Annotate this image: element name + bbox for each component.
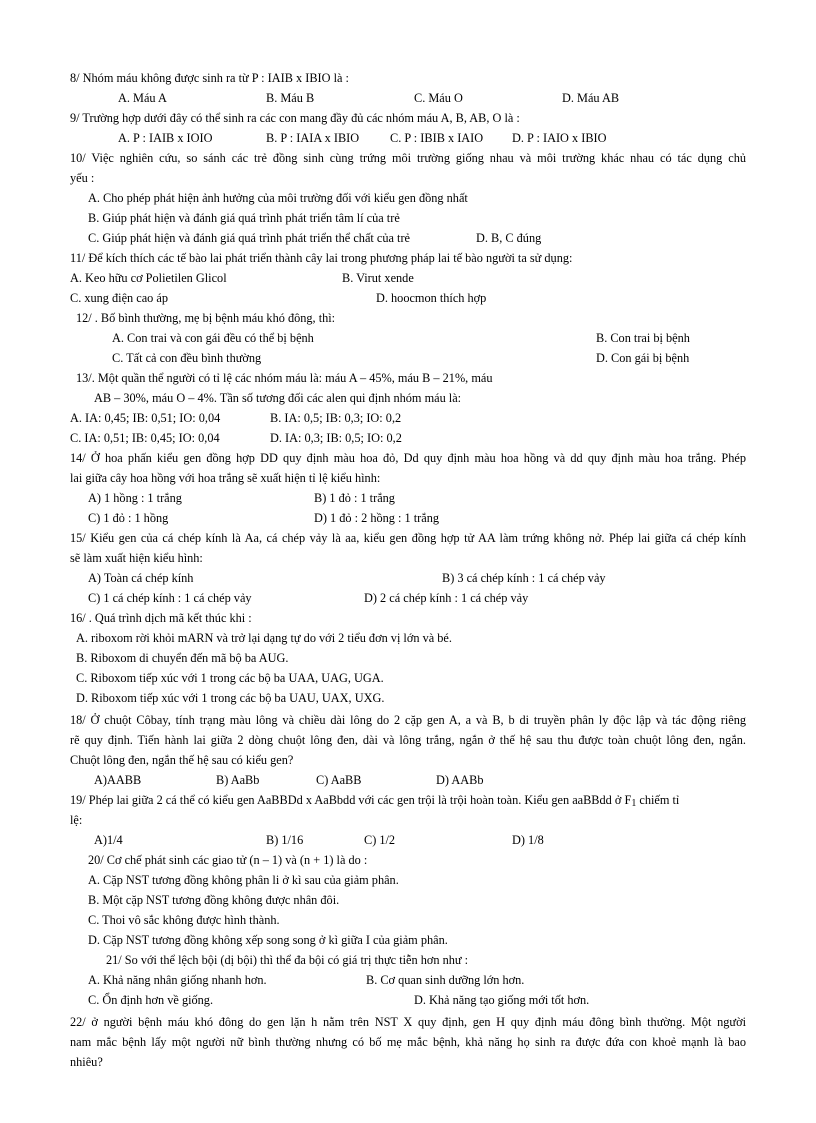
q20-option-d: D. Cặp NST tương đồng không xếp song song ở kì giữa I của giảm phân. xyxy=(88,933,448,947)
q20-option-a: A. Cặp NST tương đồng không phân li ở kì sau của giảm phân. xyxy=(88,873,399,887)
q10-option-b: B. Giúp phát hiện và đánh giá quá trình phát triển tâm lí của trẻ xyxy=(88,211,400,225)
q15-options-cd xyxy=(0,588,816,608)
q11-options-cd xyxy=(0,288,816,308)
q20-option-b: B. Một cặp NST tương đồng không được nhân đôi. xyxy=(88,893,340,907)
q14-options-ab xyxy=(0,488,816,508)
q10-option-c: C. Giúp phát hiện và đánh giá quá trình phát triển thể chất của trẻ xyxy=(88,231,411,245)
q10-options-cd xyxy=(0,228,816,248)
q16-option-c: C. Riboxom tiếp xúc với 1 trong các bộ ba UAA, UAG, UGA. xyxy=(76,671,384,685)
q22-stem-line-1: 22/ ở người bệnh máu khó đông do gen lặn h nằm trên NST X quy định, gen H quy định máu đông bình thường. Một người xyxy=(70,1015,746,1029)
q11-options-ab xyxy=(0,268,816,288)
q10-option-d: D. B, C đúng xyxy=(476,231,542,245)
q15-options-ab xyxy=(0,568,816,588)
q13-options-cd xyxy=(0,428,816,448)
q19-option-b: B) 1/16 xyxy=(266,833,304,847)
q18-options xyxy=(0,770,816,790)
q15-option-a: A) Toàn cá chép kính xyxy=(88,571,194,585)
q11-option-b: B. Virut xende xyxy=(342,271,414,285)
q8-option-d: D. Máu AB xyxy=(562,91,620,105)
q13-option-a: A. IA: 0,45; IB: 0,51; IO: 0,04 xyxy=(70,411,221,425)
q9-options xyxy=(0,128,816,148)
q18-option-d: D) AABb xyxy=(436,773,484,787)
q12-option-b: B. Con trai bị bệnh xyxy=(596,331,690,345)
q12-stem: 12/ . Bố bình thường, mẹ bị bệnh máu khó đông, thì: xyxy=(76,311,336,325)
q19-option-c: C) 1/2 xyxy=(364,833,396,847)
q14-option-d: D) 1 đỏ : 2 hồng : 1 trắng xyxy=(314,511,440,525)
q15-stem-line-1: 15/ Kiểu gen của cá chép kính là Aa, cá chép vảy là aa, kiểu gen đồng hợp tử AA làm trứng không nở. Phép lai giữa cá chép kính xyxy=(70,531,746,545)
q15-option-d: D) 2 cá chép kính : 1 cá chép vảy xyxy=(364,591,529,605)
q8-options xyxy=(0,88,816,108)
q16-stem: 16/ . Quá trình dịch mã kết thúc khi : xyxy=(70,611,252,625)
q14-stem-line-1: 14/ Ở hoa phấn kiểu gen đồng hợp DD quy định màu hoa đỏ, Dd quy định màu hoa hồng và dd quy định màu hoa trắng. Phép xyxy=(70,451,746,465)
q18-stem-line-1: 18/ Ở chuột Côbay, tính trạng màu lông và chiều dài lông do 2 cặp gen A, a và B, b di truyền phân ly độc lập và tác động riêng xyxy=(70,713,746,727)
q20-stem: 20/ Cơ chế phát sinh các giao tử (n – 1) và (n + 1) là do : xyxy=(88,853,368,867)
q9-option-a: A. P : IAIB x IOIO xyxy=(118,131,213,145)
q9-stem: 9/ Trường hợp dưới đây có thể sinh ra các con mang đầy đủ các nhóm máu A, B, AB, O là : xyxy=(70,111,520,125)
q18-option-b: B) AaBb xyxy=(216,773,260,787)
q21-option-c: C. Ổn định hơn về giống. xyxy=(88,993,214,1007)
q8-option-a: A. Máu A xyxy=(118,91,167,105)
q14-stem-line-2: lai giữa cây hoa hồng với hoa trắng sẽ xuất hiện tỉ lệ kiểu hình: xyxy=(70,471,381,485)
q18-stem-line-3: Chuột lông đen, ngắn thế hệ sau có kiểu gen? xyxy=(70,753,294,767)
q19-f1-subscript: 1 xyxy=(631,798,637,809)
q21-options-cd xyxy=(0,990,816,1010)
q19-stem-line-1 xyxy=(70,790,679,814)
q9-option-b: B. P : IAIA x IBIO xyxy=(266,131,360,145)
q21-option-d: D. Khả năng tạo giống mới tốt hơn. xyxy=(414,993,590,1007)
q13-option-d: D. IA: 0,3; IB: 0,5; IO: 0,2 xyxy=(270,431,402,445)
q14-option-a: A) 1 hồng : 1 trắng xyxy=(88,491,182,505)
q19-option-a: A)1/4 xyxy=(94,833,123,847)
q11-option-a: A. Keo hữu cơ Polietilen Glicol xyxy=(70,271,227,285)
q16-option-a: A. riboxom rời khỏi mARN và trở lại dạng tự do với 2 tiểu đơn vị lớn và bé. xyxy=(76,631,452,645)
q10-stem-line-1: 10/ Việc nghiên cứu, so sánh các trẻ đồng sinh cùng trứng môi trường giống nhau và môi trường khác nhau có tác dụng chủ xyxy=(70,151,746,165)
q9-option-c: C. P : IBIB x IAIO xyxy=(390,131,484,145)
q14-option-c: C) 1 đỏ : 1 hồng xyxy=(88,511,169,525)
q10-option-a: A. Cho phép phát hiện ảnh hưởng của môi trường đối với kiểu gen đồng nhất xyxy=(88,191,468,205)
q11-option-c: C. xung điện cao áp xyxy=(70,291,169,305)
q15-option-c: C) 1 cá chép kính : 1 cá chép vảy xyxy=(88,591,252,605)
q12-option-c: C. Tất cả con đều bình thường xyxy=(112,351,262,365)
q14-options-cd xyxy=(0,508,816,528)
q21-option-a: A. Khả năng nhân giống nhanh hơn. xyxy=(88,973,267,987)
q16-option-d: D. Riboxom tiếp xúc với 1 trong các bộ ba UAU, UAX, UXG. xyxy=(76,691,385,705)
q19-stem-line-2: lệ: xyxy=(70,813,83,827)
q12-option-d: D. Con gái bị bệnh xyxy=(596,351,690,365)
q13-stem-line-2: AB – 30%, máu O – 4%. Tần số tương đối các alen qui định nhóm máu là: xyxy=(94,391,462,405)
q21-options-ab xyxy=(0,970,816,990)
q22-stem-line-3: nhiêu? xyxy=(70,1055,103,1069)
q10-stem-line-2: yếu : xyxy=(70,171,95,185)
q13-option-b: B. IA: 0,5; IB: 0,3; IO: 0,2 xyxy=(270,411,402,425)
q21-stem: 21/ So với thể lệch bội (dị bội) thì thể đa bội có giá trị thực tiễn hơn như : xyxy=(106,953,469,967)
q15-stem-line-2: sẽ làm xuất hiện kiểu hình: xyxy=(70,551,203,565)
q19-option-d: D) 1/8 xyxy=(512,833,544,847)
q20-option-c: C. Thoi vô sắc không được hình thành. xyxy=(88,913,280,927)
q8-option-b: B. Máu B xyxy=(266,91,315,105)
q12-option-a: A. Con trai và con gái đều có thể bị bệnh xyxy=(112,331,314,345)
q15-option-b: B) 3 cá chép kính : 1 cá chép vảy xyxy=(442,571,606,585)
q12-options-ab xyxy=(0,328,816,348)
q19-stem-text: 19/ Phép lai giữa 2 cá thể có kiểu gen AaBBDd x AaBbdd với các gen trội là trội hoàn toàn. Kiểu gen aaBBdd ở F xyxy=(70,793,632,807)
q11-option-d: D. hoocmon thích hợp xyxy=(376,291,487,305)
q12-options-cd xyxy=(0,348,816,368)
q8-option-c: C. Máu O xyxy=(414,91,463,105)
q21-option-b: B. Cơ quan sinh dưỡng lớn hơn. xyxy=(366,973,525,987)
q13-options-ab xyxy=(0,408,816,428)
q19-stem-end: chiếm tỉ xyxy=(636,793,680,807)
q13-stem-line-1: 13/. Một quần thể người có tỉ lệ các nhóm máu là: máu A – 45%, máu B – 21%, máu xyxy=(76,371,493,385)
q14-option-b: B) 1 đỏ : 1 trắng xyxy=(314,491,395,505)
q11-stem: 11/ Để kích thích các tế bào lai phát triển thành cây lai trong phương pháp lai tế bào người ta sử dụng: xyxy=(70,251,573,265)
q22-stem-line-2: nam mắc bệnh lấy một người nữ bình thường nhưng có bố mẹ mắc bệnh, khả năng họ sinh ra được đứa con khoẻ mạnh là bao xyxy=(70,1035,746,1049)
q9-option-d: D. P : IAIO x IBIO xyxy=(512,131,607,145)
q19-options xyxy=(0,830,816,850)
q18-stem-line-2: rẽ quy định. Tiến hành lai giữa 2 dòng chuột lông đen, dài và lông trắng, ngắn ở thế hệ sau thu được toàn chuột lông đen, ngắn. xyxy=(70,733,746,747)
q8-stem: 8/ Nhóm máu không được sinh ra từ P : IAIB x IBIO là : xyxy=(70,71,349,85)
q16-option-b: B. Riboxom di chuyển đến mã bộ ba AUG. xyxy=(76,651,289,665)
q18-option-c: C) AaBB xyxy=(316,773,362,787)
q18-option-a: A)AABB xyxy=(94,773,142,787)
q13-option-c: C. IA: 0,51; IB: 0,45; IO: 0,04 xyxy=(70,431,220,445)
